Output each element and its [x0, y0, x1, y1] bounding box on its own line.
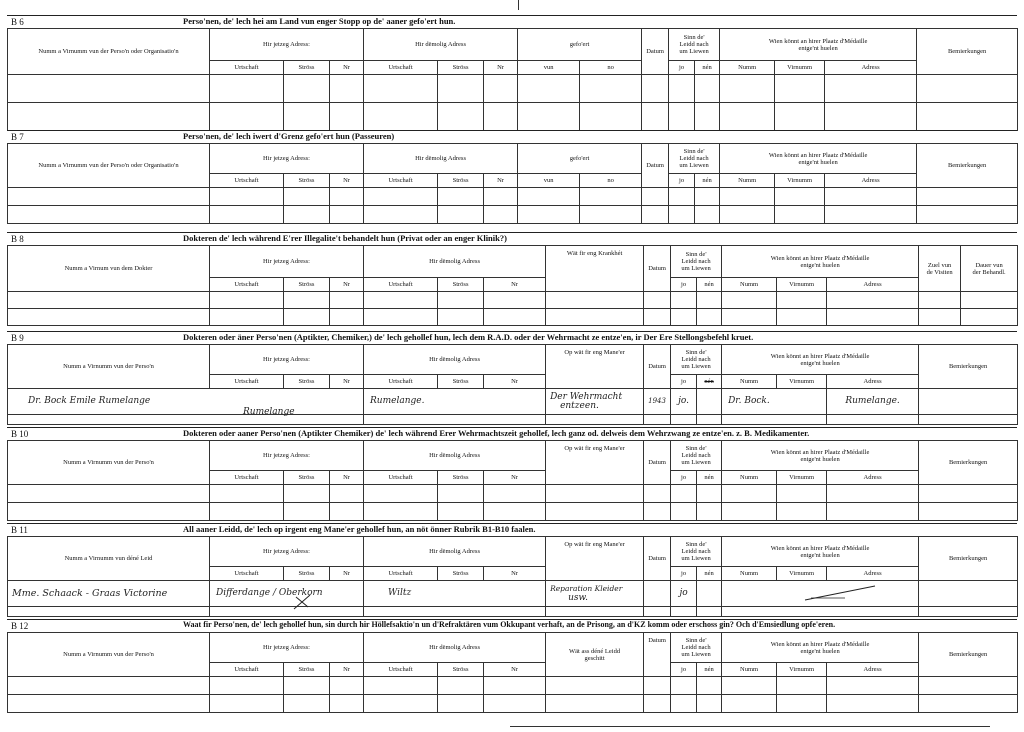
header-duration: Dauer vun der Behandl.: [961, 246, 1018, 292]
header-former-address: Hir dëmolig Adress: [364, 246, 546, 278]
table-row: [8, 607, 1018, 617]
section-header: [7, 331, 1017, 345]
header-name: Numm a Virnumm vun der Perso'n: [8, 633, 210, 677]
header-name: Numm a Virnumm vun der Perso'n oder Organisatio'n: [8, 29, 210, 75]
section-table: Numm a Virnumm vun der Perso'n Hir jetzeg Adress: Hir dëmolig Adress Wät ass déné Leidd geschitt Datum Sinn de' Leidd nach um Liewen Wien könnt an hirer Plaatz d'Médaille entge'nt huelen Bemierkungen Urtschaft Ströss Nr Urtschaft Ströss Nr jo nén Numm Virnumm Adress: [7, 632, 1018, 713]
header-alive: Sinn de' Leidd nach um Liewen: [671, 441, 722, 471]
header-medal: Wien könnt an hirer Plaatz d'Médaille entge'nt huelen: [720, 144, 917, 174]
header-remarks: Bemierkungen: [919, 441, 1018, 485]
header-remarks: Bemierkungen: [919, 345, 1018, 389]
handwritten-name: Mme. Schaack - Graas Victorine: [12, 587, 168, 599]
header-name: Numm a Virnumm vun der Perso'n: [8, 345, 210, 389]
header-remarks: Bemierkungen: [917, 144, 1018, 188]
handwritten-current-address: Differdange / Oberkorn: [216, 588, 323, 598]
header-datum: Datum: [644, 246, 671, 292]
section-table: Numm a Virnumm vun déné Leid Hir jetzeg Adress: Hir dëmolig Adress Op wät fir eng Mane'er Datum Sinn de' Leidd nach um Liewen Wien könnt an hirer Plaatz d'Médaille entge'nt huelen Bemierkungen Urtschaft Ströss Nr Urtschaft Ströss Nr jo nén Numm Virnumm Adress Mme. Schaack - Graas Victorine Differdange / Oberkorn Wiltz Reparation Kleider usw. jo: [7, 536, 1018, 617]
header-name: Numm a Virnum vun dem Dokter: [8, 246, 210, 292]
handwritten-maneer: Der Wehrmacht: [550, 391, 623, 402]
section-title: Dokteren de' lech während E'rer Illegalite't behandelt hun (Privat oder an enger Klinik?): [183, 233, 507, 243]
header-maneer: Op wät fir eng Mane'er: [546, 537, 644, 581]
handwritten-former-address: Wiltz: [388, 588, 412, 598]
header-former-address: Hir dëmolig Adress: [364, 537, 546, 567]
section-code: B 9: [11, 333, 24, 343]
table-row: Dr. Bock Emile Rumelange Rumelange. Der Wehrmacht entzeen. 1943 jo. Dr. Bock. Rumelange.: [8, 389, 1018, 415]
table-row: [8, 415, 1018, 425]
section-title: Dokteren oder aaner Perso'nen (Aptikter Chemiker) de' lech während Erer Wehrmachtszeit gehollef, lech ganz od. delweis dem Wehrzwang ze entze'en. z. B. Medikamenter.: [183, 428, 810, 438]
handwritten-medal-name: Dr. Bock.: [728, 396, 770, 406]
handwritten-name: Dr. Bock Emile Rumelange: [28, 396, 151, 406]
header-gefoert: gefo'ert: [518, 29, 642, 61]
header-medal: Wien könnt an hirer Plaatz d'Médaille entge'nt huelen: [722, 345, 919, 375]
header-former-address: Hir dëmolig Adress: [364, 29, 518, 61]
table-row: [8, 485, 1018, 503]
header-current-address: Hir jetzeg Adress:: [210, 345, 364, 375]
table-row: Mme. Schaack - Graas Victorine Differdange / Oberkorn Wiltz Reparation Kleider usw. jo: [8, 581, 1018, 607]
section-table: Numm a Virnumm vun der Perso'n oder Organisatio'n Hir jetzeg Adress: Hir dëmolig Adress gefo'ert Datum Sinn de' Leidd nach um Liewen Wien könnt an hirer Plaatz d'Médaille entge'nt huelen Bemierkungen Urtschaft Ströss Nr Urtschaft Ströss Nr vun no jo nén Numm Virnumm Adress: [7, 28, 1018, 131]
handwritten-medal-address: Rumelange.: [845, 396, 900, 406]
section-code: B 11: [11, 525, 28, 535]
header-current-address: Hir jetzeg Adress:: [210, 441, 364, 471]
header-alive: Sinn de' Leidd nach um Liewen: [671, 345, 722, 375]
table-row: [8, 695, 1018, 713]
header-remarks: Bemierkungen: [919, 633, 1018, 677]
header-maneer: Op wät fir eng Mane'er: [546, 441, 644, 485]
table-row: [8, 503, 1018, 521]
questionnaire-sheet: [7, 15, 1017, 715]
section-code: B 8: [11, 234, 24, 244]
header-alive: Sinn de' Leidd nach um Liewen: [669, 29, 720, 61]
handwritten-alive-yes: jo.: [678, 396, 690, 406]
section-title: Perso'nen, de' lech iwert d'Grenz gefo'ert hun (Passeuren): [183, 131, 395, 141]
handwritten-current-address: Rumelange: [243, 407, 295, 417]
handwritten-alive-yes: jo: [679, 588, 688, 598]
handwritten-former-address: Rumelange.: [370, 396, 425, 406]
strike-through-mark: [745, 583, 895, 603]
header-gefoert: gefo'ert: [518, 144, 642, 174]
header-what-happened: Wät ass déné Leidd geschitt: [546, 633, 644, 677]
handwritten-date: 1943: [648, 397, 666, 405]
section-code: B 6: [11, 17, 24, 27]
header-name: Numm a Virnumm vun der Perso'n: [8, 441, 210, 485]
section-header: [7, 523, 1017, 537]
cross-mark: [292, 593, 314, 611]
header-former-address: Hir dëmolig Adress: [364, 345, 546, 375]
header-medal: Wien könnt an hirer Plaatz d'Médaille entge'nt huelen: [722, 246, 919, 278]
header-current-address: Hir jetzeg Adress:: [210, 633, 364, 663]
header-alive: Sinn de' Leidd nach um Liewen: [669, 144, 720, 174]
section-table: Numm a Virnumm vun der Perso'n oder Organisatio'n Hir jetzeg Adress: Hir dëmolig Adress gefo'ert Datum Sinn de' Leidd nach um Liewen Wien könnt an hirer Plaatz d'Médaille entge'nt huelen Bemierkungen Urtschaft Ströss Nr Urtschaft Ströss Nr vun no jo nén Numm Virnumm Adress: [7, 143, 1018, 224]
header-medal: Wien könnt an hirer Plaatz d'Médaille entge'nt huelen: [722, 633, 919, 663]
section-table: Numm a Virnumm vun der Perso'n Hir jetzeg Adress: Hir dëmolig Adress Op wät fir eng Mane'er Datum Sinn de' Leidd nach um Liewen Wien könnt an hirer Plaatz d'Médaille entge'nt huelen Bemierkungen Urtschaft Ströss Nr Urtschaft Ströss Nr jo nén Numm Virnumm Adress Dr. Bock Emile Rumelange Rumelange. Der Wehrmacht entzeen. 1943 jo. Dr. Bock. Rumelange.: [7, 344, 1018, 425]
header-alive: Sinn de' Leidd nach um Liewen: [671, 537, 722, 567]
header-datum: Datum: [644, 633, 671, 677]
table-row: [8, 206, 1018, 224]
header-datum: Datum: [644, 345, 671, 389]
header-name: Numm a Virnumm vun der Perso'n oder Organisatio'n: [8, 144, 210, 188]
header-medal: Wien könnt an hirer Plaatz d'Médaille entge'nt huelen: [722, 441, 919, 471]
section-code: B 10: [11, 429, 29, 439]
bottom-edge-line: [510, 726, 990, 727]
header-current-address: Hir jetzeg Adress:: [210, 537, 364, 567]
table-row: [8, 75, 1018, 103]
header-remarks: Bemierkungen: [919, 537, 1018, 581]
header-datum: Datum: [644, 537, 671, 581]
table-row: [8, 677, 1018, 695]
header-former-address: Hir dëmolig Adress: [364, 144, 518, 174]
header-current-address: Hir jetzeg Adress:: [210, 246, 364, 278]
header-remarks: Bemierkungen: [917, 29, 1018, 75]
section-header: [7, 427, 1017, 441]
section-table: Numm a Virnumm vun der Perso'n Hir jetzeg Adress: Hir dëmolig Adress Op wät fir eng Mane'er Datum Sinn de' Leidd nach um Liewen Wien könnt an hirer Plaatz d'Médaille entge'nt huelen Bemierkungen Urtschaft Ströss Nr Urtschaft Ströss Nr jo nén Numm Virnumm Adress: [7, 440, 1018, 521]
section-title: Perso'nen, de' lech hei am Land vun enger Stopp op de' aaner gefo'ert hun.: [183, 16, 456, 26]
header-current-address: Hir jetzeg Adress:: [210, 144, 364, 174]
section-code: B 7: [11, 132, 24, 142]
top-fold-mark: [518, 0, 519, 10]
header-name: Numm a Virnumm vun déné Leid: [8, 537, 210, 581]
header-current-address: Hir jetzeg Adress:: [210, 29, 364, 61]
header-datum: Datum: [642, 144, 669, 188]
section-title: Dokteren oder äner Perso'nen (Aptikter, Chemiker,) de' lech gehollef hun, lech dem R.A.D. oder der Wehrmacht ze entze'en, ir Der Ere Stellongsbefehl kruet.: [183, 332, 754, 342]
header-alive: Sinn de' Leidd nach um Liewen: [671, 246, 722, 278]
section-code: B 12: [11, 621, 29, 631]
section-header: [7, 232, 1017, 246]
header-medal: Wien könnt an hirer Plaatz d'Médaille entge'nt huelen: [720, 29, 917, 61]
header-former-address: Hir dëmolig Adress: [364, 441, 546, 471]
section-title: All aaner Leidd, de' lech op irgent eng Mane'er gehollef hun, an nöt önner Rubrik B1-B10 faalen.: [183, 524, 536, 534]
section-title: Waat fir Perso'nen, de' lech gehollef hun, sin durch hir Höllefsaktio'n un d'Refraktären vum Okkupant verhaft, an de Prisong, an d'KZ komm oder erschoss gin? Och d'Emsiedlung opfe'eren.: [183, 620, 836, 629]
handwritten-maneer: Reparation Kleider: [550, 584, 623, 593]
table-row: [8, 103, 1018, 131]
table-row: [8, 309, 1018, 326]
section-header: [7, 130, 1017, 144]
section-table: Numm a Virnum vun dem Dokter Hir jetzeg Adress: Hir dëmolig Adress Wät fir eng Krankhét Datum Sinn de' Leidd nach um Liewen Wien könnt an hirer Plaatz d'Médaille entge'nt huelen Zuel vun de Visiten Dauer vun der Behandl. Urtschaft Ströss Nr Urtschaft Ströss Nr jo nén Numm Virnumm Adress: [7, 245, 1018, 326]
section-header: [7, 619, 1017, 633]
table-row: [8, 292, 1018, 309]
table-row: [8, 188, 1018, 206]
section-header: [7, 15, 1017, 29]
header-datum: Datum: [642, 29, 669, 75]
header-alive: Sinn de' Leidd nach um Liewen: [671, 633, 722, 663]
header-datum: Datum: [644, 441, 671, 485]
header-former-address: Hir dëmolig Adress: [364, 633, 546, 663]
header-visits: Zuel vun de Visiten: [919, 246, 961, 292]
header-krankheet: Wät fir eng Krankhét: [546, 246, 644, 292]
header-medal: Wien könnt an hirer Plaatz d'Médaille entge'nt huelen: [722, 537, 919, 567]
header-maneer: Op wät fir eng Mane'er: [546, 345, 644, 389]
